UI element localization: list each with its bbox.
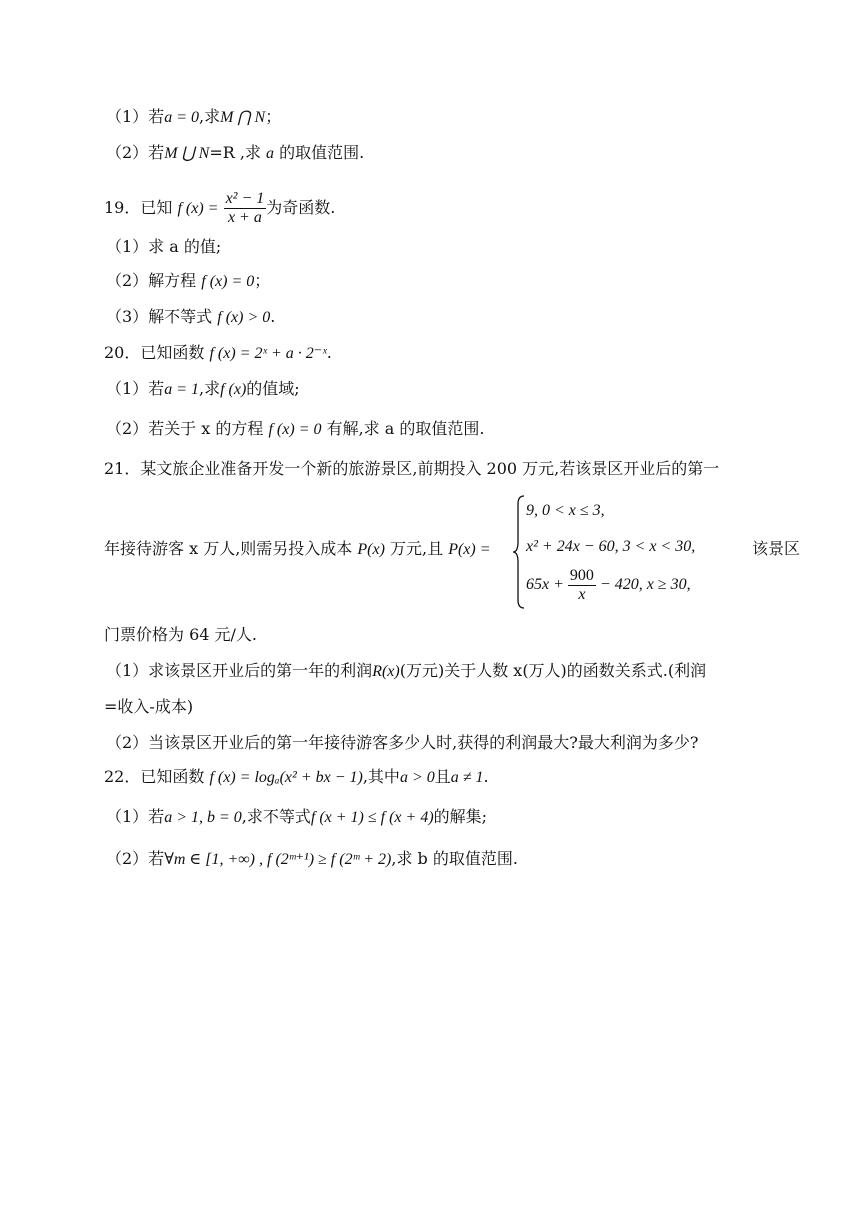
- q19-part1: （1）求 a 的值;: [106, 237, 222, 256]
- q22-p1-end: 的解集;: [433, 807, 488, 826]
- q22-mid: ,其中: [362, 767, 400, 786]
- q22-p1-math: a > 1, b = 0: [164, 809, 242, 826]
- q21-case2: x² + 24x − 60, 3 < x < 30,: [526, 538, 696, 555]
- q19-p3-label: （3）解不等式: [106, 307, 213, 326]
- q19-fraction: [224, 190, 267, 227]
- q19-denominator: x + a: [227, 209, 262, 226]
- q22-stem: [104, 766, 489, 789]
- q21-case3-fraction: [568, 567, 596, 604]
- q21-case3: [526, 566, 691, 604]
- q22-number: 22．已知函数: [104, 767, 205, 786]
- q21-part1: [106, 660, 706, 683]
- q21-part1-cont: =收入-成本): [104, 697, 194, 716]
- q22-p1-text: ,求不等式: [241, 807, 311, 826]
- q18-p1-label: （1）若: [106, 107, 165, 126]
- q21-case3-a: 65x +: [526, 576, 564, 593]
- q20-end: .: [326, 343, 332, 362]
- q18-p2-label: （2）若: [106, 143, 165, 162]
- q19-fx: f (x) =: [177, 200, 219, 217]
- q21-case3-num: 900: [569, 566, 594, 584]
- q22-cond2: a ≠ 1: [450, 769, 484, 786]
- q22-p1-label: （1）若: [106, 807, 165, 826]
- q19-stem: [104, 186, 335, 231]
- q19-numerator: x² − 1: [225, 190, 265, 207]
- q18-p1-end: ；: [265, 107, 282, 126]
- q18-part1: [106, 106, 281, 129]
- q21-case1: 9, 0 < x ≤ 3,: [526, 502, 605, 519]
- q21-case3-b: − 420, x ≥ 30,: [599, 576, 691, 593]
- q19-p2-math: f (x) = 0: [201, 273, 255, 290]
- q20-p1-math2: f (x): [220, 381, 247, 398]
- q22-part2: [106, 848, 518, 871]
- q20-p1-label: （1）若: [106, 379, 165, 398]
- q22-part1: [106, 806, 487, 829]
- q21-case3-den: x: [578, 585, 586, 603]
- q19-p2-end: ；: [254, 271, 271, 290]
- q21-line2-text: 年接待游客 x 万人,则需另投入成本: [104, 539, 353, 558]
- q20-part2: [106, 418, 484, 441]
- q21-line1: 21．某文旅企业准备开发一个新的旅游景区,前期投入 200 万元,若该景区开业后的第一: [104, 459, 720, 478]
- q21-p1-text: （1）求该景区开业后的第一年的利润: [106, 661, 373, 680]
- q22-p2-label: （2）若: [106, 849, 165, 868]
- q20-p2-math: f (x) = 0: [268, 421, 322, 438]
- q22-math: f (x) = logₐ(x² + bx − 1): [209, 769, 363, 786]
- q19-p2-label: （2）解方程: [106, 271, 197, 290]
- q18-p2-tail: 的取值范围.: [279, 143, 365, 162]
- q19-part3: [106, 306, 275, 329]
- left-brace-icon: [512, 494, 526, 610]
- q18-p1-math2: M ⋂ N: [220, 109, 266, 126]
- q19-tail: 为奇函数.: [266, 198, 336, 217]
- q20-stem: [104, 342, 332, 365]
- q22-p2-end: ,求 b 的取值范围.: [391, 849, 518, 868]
- q22-p2-math: ∀m ∈ [1, +∞) , f (2ᵐ⁺¹) ≥ f (2ᵐ + 2): [164, 851, 392, 868]
- q20-p1-text: ,求: [198, 379, 221, 398]
- q22-end: .: [483, 767, 489, 786]
- q21-px: P(x): [357, 541, 385, 558]
- q18-p1-text: ,求: [198, 107, 221, 126]
- q21-line2-tail: 该景区: [752, 539, 801, 558]
- q19-p3-math: f (x) > 0: [217, 309, 271, 326]
- q19-part2: [106, 270, 270, 293]
- q22-and: 且: [434, 767, 451, 786]
- q20-part1: [106, 378, 300, 401]
- q21-line2: [104, 538, 491, 561]
- q21-part2: （2）当该景区开业后的第一年接待游客多少人时,获得的利润最大?最大利润为多少?: [106, 733, 699, 752]
- q21-line3: 门票价格为 64 元/人.: [104, 625, 258, 644]
- q21-px-def: P(x) =: [448, 541, 491, 558]
- q20-math: f (x) = 2ˣ + a · 2⁻ˣ: [209, 345, 327, 362]
- q20-p1-end: 的值域;: [246, 379, 300, 398]
- q19-p3-end: .: [270, 307, 276, 326]
- q18-p2-math: M ⋃ N: [164, 145, 210, 162]
- q18-p2-text: =R ,求: [209, 143, 261, 162]
- q20-number: 20．已知函数: [104, 343, 205, 362]
- q20-p2-end: 有解,求 a 的取值范围.: [326, 419, 485, 438]
- q20-p1-math: a = 1: [164, 381, 199, 398]
- q22-cond1: a > 0: [399, 769, 435, 786]
- q19-number: 19．已知: [104, 198, 173, 217]
- q18-part2: [106, 142, 364, 165]
- q21-p1-text2: (万元)关于人数 x(万人)的函数关系式.(利润: [399, 661, 707, 680]
- q22-p1-ineq: f (x + 1) ≤ f (x + 4): [310, 809, 434, 826]
- q18-p2-var: a: [266, 145, 275, 162]
- q21-rx: R(x): [372, 663, 400, 680]
- q21-line2-text2: 万元,且: [390, 539, 444, 558]
- q18-p1-math: a = 0: [164, 109, 199, 126]
- q20-p2-label: （2）若关于 x 的方程: [106, 419, 264, 438]
